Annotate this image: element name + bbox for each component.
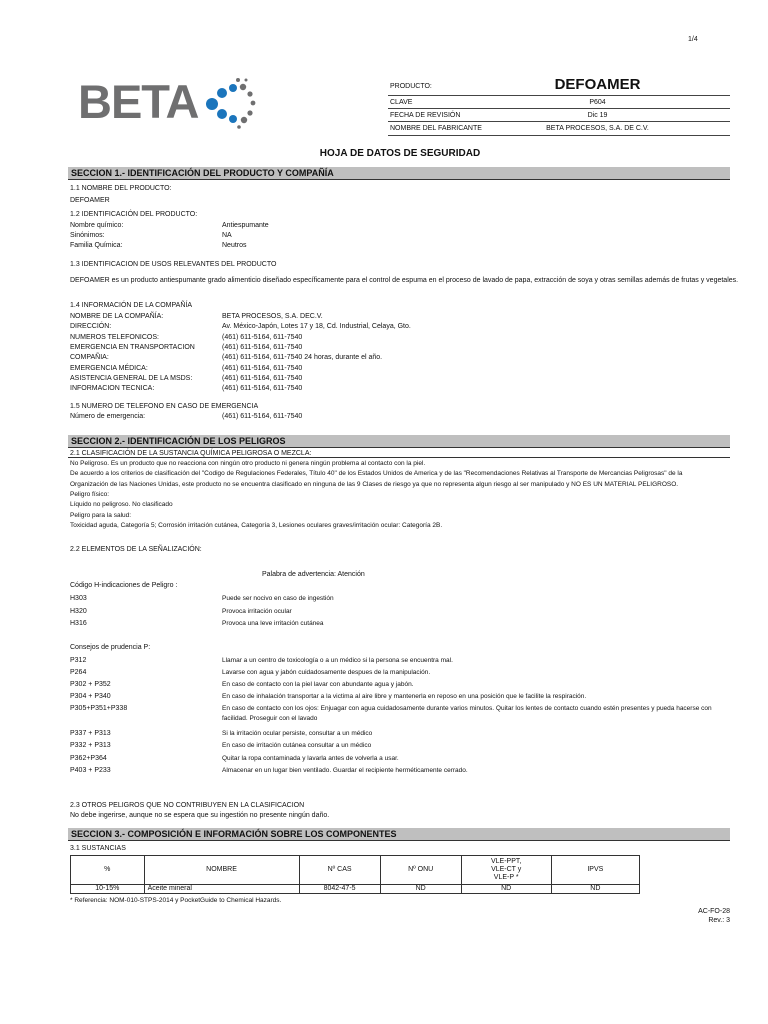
section-1-title: SECCION 1.- IDENTIFICACIÓN DEL PRODUCTO Y COMPAÑÍA: [71, 168, 334, 178]
product-name-text: DEFOAMER: [70, 197, 110, 204]
section-2-header: [68, 435, 730, 448]
company-row-value: Av. México-Japón, Lotes 17 y 18, Cd. Industrial, Celaya, Gto.: [222, 323, 411, 331]
company-row-label: NUMEROS TELEFONICOS:: [70, 333, 159, 341]
header-rule: [388, 108, 730, 109]
classification-line: Organización de las Naciones Unidas, este producto no se encuentra clasificado en ninguna de las 9 Clases de riesgo ya que no representa algun riesgo al ser manipulado y NO ES UN MATERIAL PELIGROSO.: [70, 480, 679, 488]
subsection-1-5: 1.5 NUMERO DE TELEFONO EN CASO DE EMERGENCIA: [70, 403, 259, 410]
id-row-label: Sinónimos:: [70, 232, 105, 239]
p-code: P312: [70, 657, 87, 664]
company-row-value: BETA PROCESOS, S.A. DEC.V.: [222, 313, 323, 320]
classification-line: De acuerdo a los criterios de clasificación del "Codigo de Regulaciones Federales, Título 40" de los Estados Unidos de America y de las "Recomendaciones Relativas al Transporte de Mercancias Peligrosas" de la: [70, 470, 683, 478]
table-header-row: [71, 856, 640, 885]
company-row-value: (461) 611-5164, 611-7540: [222, 385, 303, 393]
maker-value: BETA PROCESOS, S.A. DE C.V.: [546, 125, 649, 132]
p-code-text: Lavarse con agua y jabón cuidadosamente despues de la manipulación.: [222, 669, 431, 676]
signal-word: Palabra de advertencia: Atención: [262, 571, 365, 578]
revision-value: Dic 19: [587, 112, 608, 119]
table-cell: ND: [461, 885, 551, 894]
table-cell: 10-15%: [71, 885, 145, 894]
product-name: DEFOAMER: [554, 76, 641, 93]
classification-line: Líquido no peligroso. No clasificado: [70, 501, 173, 509]
beta-logo: [78, 74, 248, 130]
subsection-1-4: 1.4 INFORMACIÓN DE LA COMPAÑÍA: [70, 302, 193, 309]
p-code-text: En caso de inhalación transportar a la victima al aire libre y mantenerla en reposo en una posición que le facilite la respiración.: [222, 693, 587, 700]
p-code-text: Almacenar en un lugar bien ventilado. Guardar el recipiente herméticamente cerrado.: [222, 767, 468, 774]
uses-text: DEFOAMER es un producto antiespumante grado alimenticio diseñado específicamente para el control de espuma en el proceso de lavado de papa, extracción de soya y otras semillas además de frutas y vegetales.: [70, 277, 739, 284]
h-code-text: Provoca irritación ocular: [222, 607, 292, 615]
p-code: P332 + P313: [70, 742, 111, 749]
p-code-text: En caso de irritación cutánea consultar a un médico: [222, 742, 372, 749]
form-code: AC-FO-28: [698, 908, 730, 915]
p-code-text: Quitar la ropa contaminada y lavarla antes de volverla a usar.: [222, 755, 399, 762]
p-code: P337 + P313: [70, 730, 111, 737]
table-column-header: %: [71, 856, 145, 885]
emergency-label: Número de emergencia:: [70, 413, 146, 420]
header-rule: [388, 135, 730, 136]
table-column-header: Nº CAS: [299, 856, 380, 885]
p-codes-title: Consejos de prudencia P:: [70, 644, 151, 651]
table-column-header: VLE-PPT, VLE-CT y VLE-P *: [461, 856, 551, 885]
id-row-value: NA: [222, 232, 232, 239]
classification-line: Peligro físico:: [70, 490, 110, 498]
p-code-text: En caso de contacto con la piel lavar con abundante agua y jabón.: [222, 681, 414, 688]
h-code: H316: [70, 620, 87, 627]
logo-text: BETA: [78, 75, 199, 128]
header-rule: [388, 121, 730, 122]
company-row-value: (461) 611-5164, 611-7540: [222, 364, 303, 372]
classification-line: No Peligroso. Es un producto que no reacciona con ningún otro producto ni genera ningún problema al contacto con la piel.: [70, 460, 426, 467]
table-reference: * Referencia: NOM-010-STPS-2014 y PocketGuide to Chemical Hazards.: [70, 897, 282, 904]
classification-line: Peligro para la salud:: [70, 511, 132, 519]
company-row-label: NOMBRE DE LA COMPAÑÍA:: [70, 313, 164, 320]
table-column-header: IPVS: [551, 856, 639, 885]
h-code-text: Puede ser nocivo en caso de ingestión: [222, 595, 334, 602]
key-label: CLAVE: [390, 99, 413, 106]
section-3-header: [68, 828, 730, 841]
subsection-2-1: 2.1 CLASIFICACIÓN DE LA SUSTANCIA QUÍMICA PELIGROSA O MEZCLA:: [70, 450, 312, 457]
company-row-label: EMERGENCIA MÉDICA:: [70, 364, 148, 372]
company-row-value: (461) 611-5164, 611-7540 24 horas, durante el año.: [222, 354, 383, 362]
company-row-label: INFORMACION TECNICA:: [70, 385, 155, 393]
other-hazards-text: No debe ingerirse, aunque no se espera que su ingestión no presente ningún daño.: [70, 812, 330, 819]
section-2-title: SECCION 2.- IDENTIFICACIÓN DE LOS PELIGROS: [71, 436, 286, 446]
p-code: P403 + P233: [70, 767, 111, 774]
company-row-label: EMERGENCIA EN TRANSPORTACION: [70, 343, 195, 351]
p-code-text: facilidad. Proseguir con el lavado: [222, 715, 318, 722]
page-number: 1/4: [688, 36, 698, 43]
components-table: [70, 855, 640, 894]
table-column-header: Nº ONU: [380, 856, 461, 885]
p-code-text: Llamar a un centro de toxicología o a un médico si la persona se encuentra mal.: [222, 657, 453, 664]
revision-label: FECHA DE REVISIÓN: [390, 112, 461, 119]
id-row-value: Neutros: [222, 242, 247, 249]
subsection-rule: [68, 457, 730, 458]
table-row: [71, 885, 640, 894]
subsection-1-3: 1.3 IDENTIFICACION DE USOS RELEVANTES DEL PRODUCTO: [70, 261, 277, 268]
company-row-label: DIRECCIÓN:: [70, 323, 112, 331]
table-column-header: NOMBRE: [144, 856, 299, 885]
p-code: P305+P351+P338: [70, 705, 128, 712]
classification-line: Toxicidad aguda, Categoría 5; Corrosión irritación cutánea, Categoría 3, Lesiones oculares graves/irritación ocular: Categoría 2B.: [70, 521, 443, 529]
subsection-2-3: 2.3 OTROS PELIGROS QUE NO CONTRIBUYEN EN LA CLASIFICACION: [70, 802, 305, 809]
emergency-value: (461) 611-5164, 611-7540: [222, 413, 303, 420]
p-code: P302 + P352: [70, 681, 111, 688]
table-cell: Aceite mineral: [144, 885, 299, 894]
document-title: HOJA DE DATOS DE SEGURIDAD: [319, 148, 481, 159]
company-row-value: (461) 611-5164, 611-7540: [222, 374, 303, 382]
table-cell: 8042-47-5: [299, 885, 380, 894]
subsection-1-2: 1.2 IDENTIFICACIÓN DEL PRODUCTO:: [70, 211, 198, 218]
product-label: PRODUCTO:: [390, 83, 432, 90]
h-code-text: Provoca una leve irritación cutánea: [222, 620, 324, 627]
p-code-text: En caso de contacto con los ojos: Enjuagar con agua cuidadosamente durante varios minutos. Quitar los lentes de contacto cuando estén presentes y pueda hacerse con: [222, 705, 712, 712]
company-row-value: (461) 611-5164, 611-7540: [222, 333, 303, 341]
id-row-label: Nombre químico:: [70, 222, 124, 229]
key-value: P604: [589, 99, 606, 106]
subsection-2-2: 2.2 ELEMENTOS DE LA SEÑALIZACIÓN:: [70, 546, 202, 553]
p-code-text: Si la irritación ocular persiste, consultar a un médico: [222, 730, 373, 737]
table-cell: ND: [380, 885, 461, 894]
subsection-3-1: 3.1 SUSTANCIAS: [70, 845, 126, 852]
p-code: P304 + P340: [70, 693, 111, 700]
logo-dots-icon: [198, 74, 258, 130]
maker-label: NOMBRE DEL FABRICANTE: [390, 125, 482, 132]
company-row-label: ASISTENCIA GENERAL DE LA MSDS:: [70, 374, 193, 382]
table-cell: ND: [551, 885, 639, 894]
id-row-label: Familia Química:: [70, 242, 123, 249]
h-codes-title: Código H-indicaciones de Peligro :: [70, 582, 178, 589]
header-rule: [388, 95, 730, 96]
section-3-title: SECCION 3.- COMPOSICIÓN E INFORMACIÓN SOBRE LOS COMPONENTES: [71, 829, 397, 839]
company-row-label: COMPAÑIA:: [70, 354, 109, 362]
section-1-header: [68, 167, 730, 180]
id-row-value: Antiespumante: [222, 222, 269, 229]
p-code: P264: [70, 669, 87, 676]
h-code: H320: [70, 607, 87, 615]
subsection-1-1: 1.1 NOMBRE DEL PRODUCTO:: [70, 185, 172, 192]
p-code: P362+P364: [70, 755, 107, 762]
h-code: H303: [70, 595, 87, 602]
form-revision: Rev.: 3: [708, 917, 730, 924]
company-row-value: (461) 611-5164, 611-7540: [222, 343, 303, 351]
